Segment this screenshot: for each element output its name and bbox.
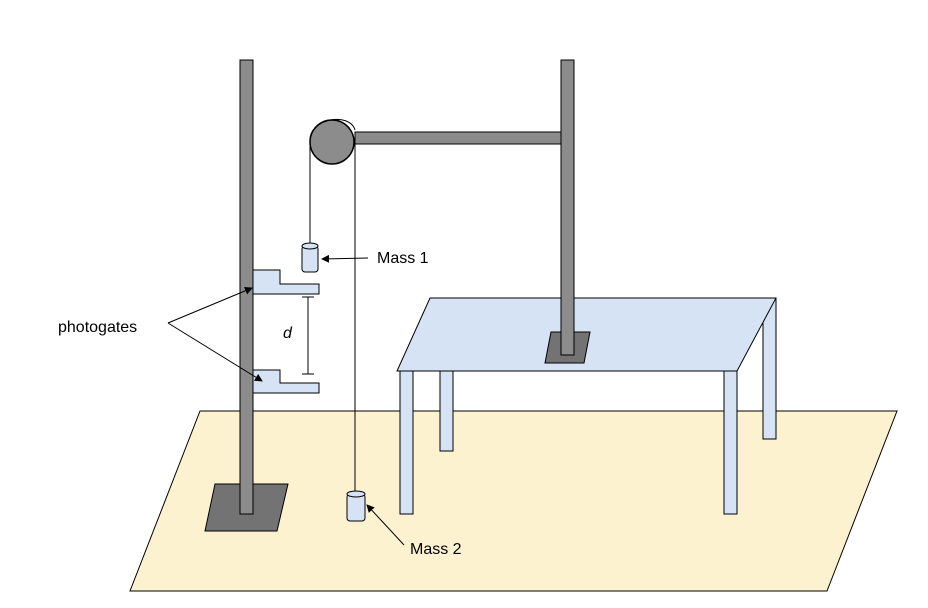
upper-photogate <box>253 270 319 294</box>
photogates-label: photogates <box>58 319 138 336</box>
photogate-arrow-upper <box>168 288 252 323</box>
mass1-arrow <box>322 258 368 259</box>
mass2-label: Mass 2 <box>410 541 462 558</box>
table-leg-back-right <box>763 299 776 439</box>
distance-label: d <box>283 325 292 342</box>
right-pole <box>561 60 574 355</box>
left-pole <box>240 60 253 514</box>
table-leg-front-left <box>400 371 413 514</box>
horizontal-arm <box>355 132 561 144</box>
table-leg-back-left <box>440 371 453 451</box>
table-leg-front-right <box>724 371 737 514</box>
mass-2 <box>347 491 365 521</box>
distance-marker <box>302 297 314 374</box>
lower-photogate <box>253 370 319 393</box>
mass-1 <box>302 243 318 272</box>
pulley <box>310 119 355 164</box>
mass1-label: Mass 1 <box>377 250 429 267</box>
